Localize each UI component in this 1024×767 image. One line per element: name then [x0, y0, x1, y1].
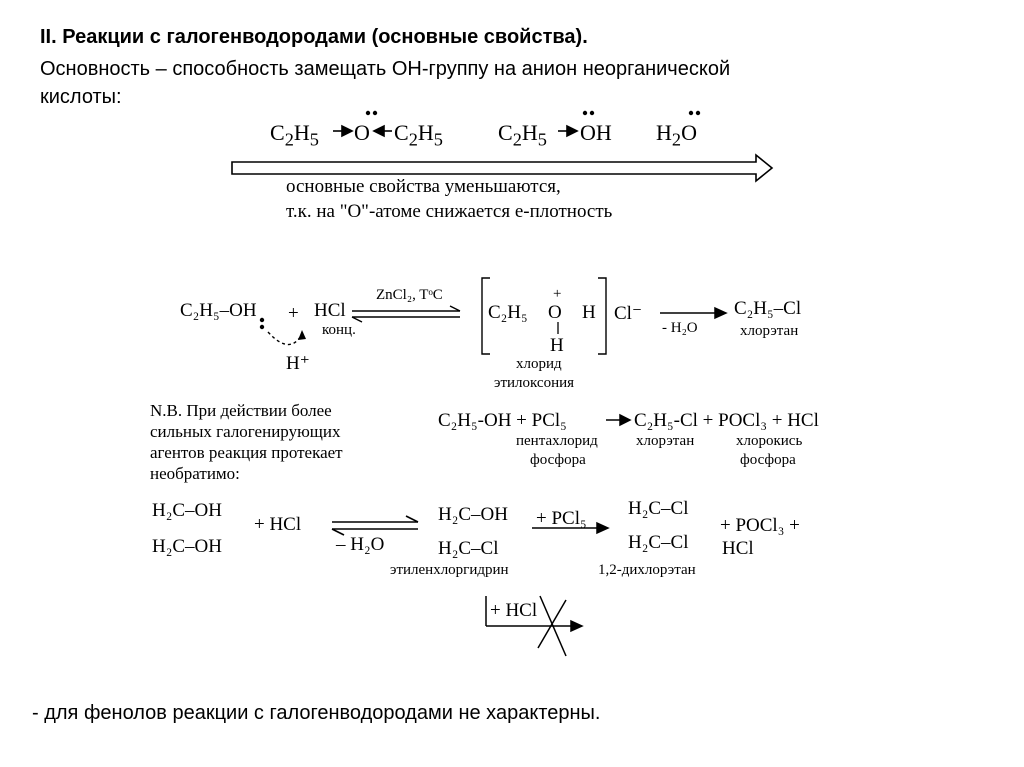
ethanol-formula: $C_2H_5$ — [498, 120, 547, 150]
conc-label: конц. — [322, 322, 356, 338]
glycol-plus-hcl: + HCl — [254, 514, 302, 535]
glycol-top: H₂C–OH — [152, 500, 222, 521]
intermediate-name-1: хлорид — [516, 356, 562, 372]
chlorohydrin-bottom: H₂C–Cl — [438, 538, 499, 559]
catalyst-label: ZnCl₂, TᵒC — [376, 287, 443, 303]
chloroethane-name-2: хлорэтан — [636, 433, 695, 449]
nb-line-4: необратимо: — [150, 464, 240, 483]
hcl-reagent: HCl — [314, 300, 346, 321]
plus-sign: + — [288, 303, 299, 324]
complex-hydrogen-below: H — [550, 335, 564, 356]
nb-line-3: агентов реакция протекает — [150, 443, 343, 462]
complex-ethyl: C₂H₅ — [488, 302, 528, 323]
pocl3-name-1: хлорокись — [736, 433, 803, 449]
plus-hcl-down: + HCl — [490, 600, 538, 621]
chloroethane-name: хлорэтан — [740, 323, 799, 339]
water-formula: $H_2O$ — [656, 120, 697, 150]
complex-charge: + — [553, 286, 562, 302]
nb-line-1: N.B. При действии более — [150, 401, 332, 420]
diethyl-ether-formula: $C_2H_5$ — [270, 120, 319, 150]
ethanol-oh: OH — [580, 120, 612, 145]
byproducts-2: HCl — [722, 538, 754, 559]
pcl5-name-1: пентахлорид — [516, 433, 598, 449]
glycol-plus-pcl5: + PCl₅ — [536, 508, 587, 529]
nb-line-2: сильных галогенирующих — [150, 422, 341, 441]
forward-arrow-pcl5 — [606, 415, 630, 425]
glycol-bottom: H₂C–OH — [152, 536, 222, 557]
chlorohydrin-top: H₂C–OH — [438, 504, 508, 525]
minus-water-label: - H₂O — [662, 320, 698, 336]
dichloroethane-name: 1,2-дихлорэтан — [598, 562, 696, 578]
page-title: II. Реакции с галогенводородами (основные свойства). — [40, 26, 588, 48]
definition-line-1: Основность – способность замещать ОН-группу на анион неорганической — [40, 58, 731, 80]
equilibrium-arrow-2 — [332, 516, 418, 535]
dichloroethane-top: H₂C–Cl — [628, 498, 689, 519]
chloride-anion: Cl⁻ — [614, 303, 642, 324]
glycol-minus-water: – H₂O — [336, 534, 385, 555]
byproducts-1: + POCl₃ + — [720, 515, 800, 536]
ether-oxygen: O — [354, 120, 370, 145]
pocl3-name-2: фосфора — [740, 452, 796, 468]
pcl5-equation: C₂H₅-OH + PCl₅ — [438, 410, 567, 431]
basicity-note-line-2: т.к. на "О"-атоме снижается е-плотность — [286, 201, 613, 222]
ethanol-reactant: C₂H₅–OH — [180, 300, 257, 321]
proton-attack-arrow — [268, 332, 302, 345]
chloroethane-product: C₂H₅–Cl — [734, 298, 802, 319]
diethyl-ether-right: $C_2H_5$ — [394, 120, 443, 150]
complex-oxygen: O — [548, 302, 562, 323]
definition-line-2: кислоты: — [40, 86, 122, 108]
pcl5-name-2: фосфора — [530, 452, 586, 468]
proton: H⁺ — [286, 353, 310, 374]
chlorohydrin-name: этиленхлоргидрин — [390, 562, 509, 578]
phenol-note: - для фенолов реакции с галогенводородами не характерны. — [32, 702, 601, 724]
pcl5-products: C₂H₅-Cl + POCl₃ + HCl — [634, 410, 819, 431]
basicity-note-line-1: основные свойства уменьшаются, — [286, 176, 561, 197]
dichloroethane-bottom: H₂C–Cl — [628, 532, 689, 553]
complex-hydrogen: H — [582, 302, 596, 323]
intermediate-name-2: этилоксония — [494, 375, 575, 391]
proton-attack-arrowhead — [298, 330, 306, 340]
forward-arrow-1 — [660, 308, 726, 318]
equilibrium-arrow-1 — [352, 306, 460, 322]
